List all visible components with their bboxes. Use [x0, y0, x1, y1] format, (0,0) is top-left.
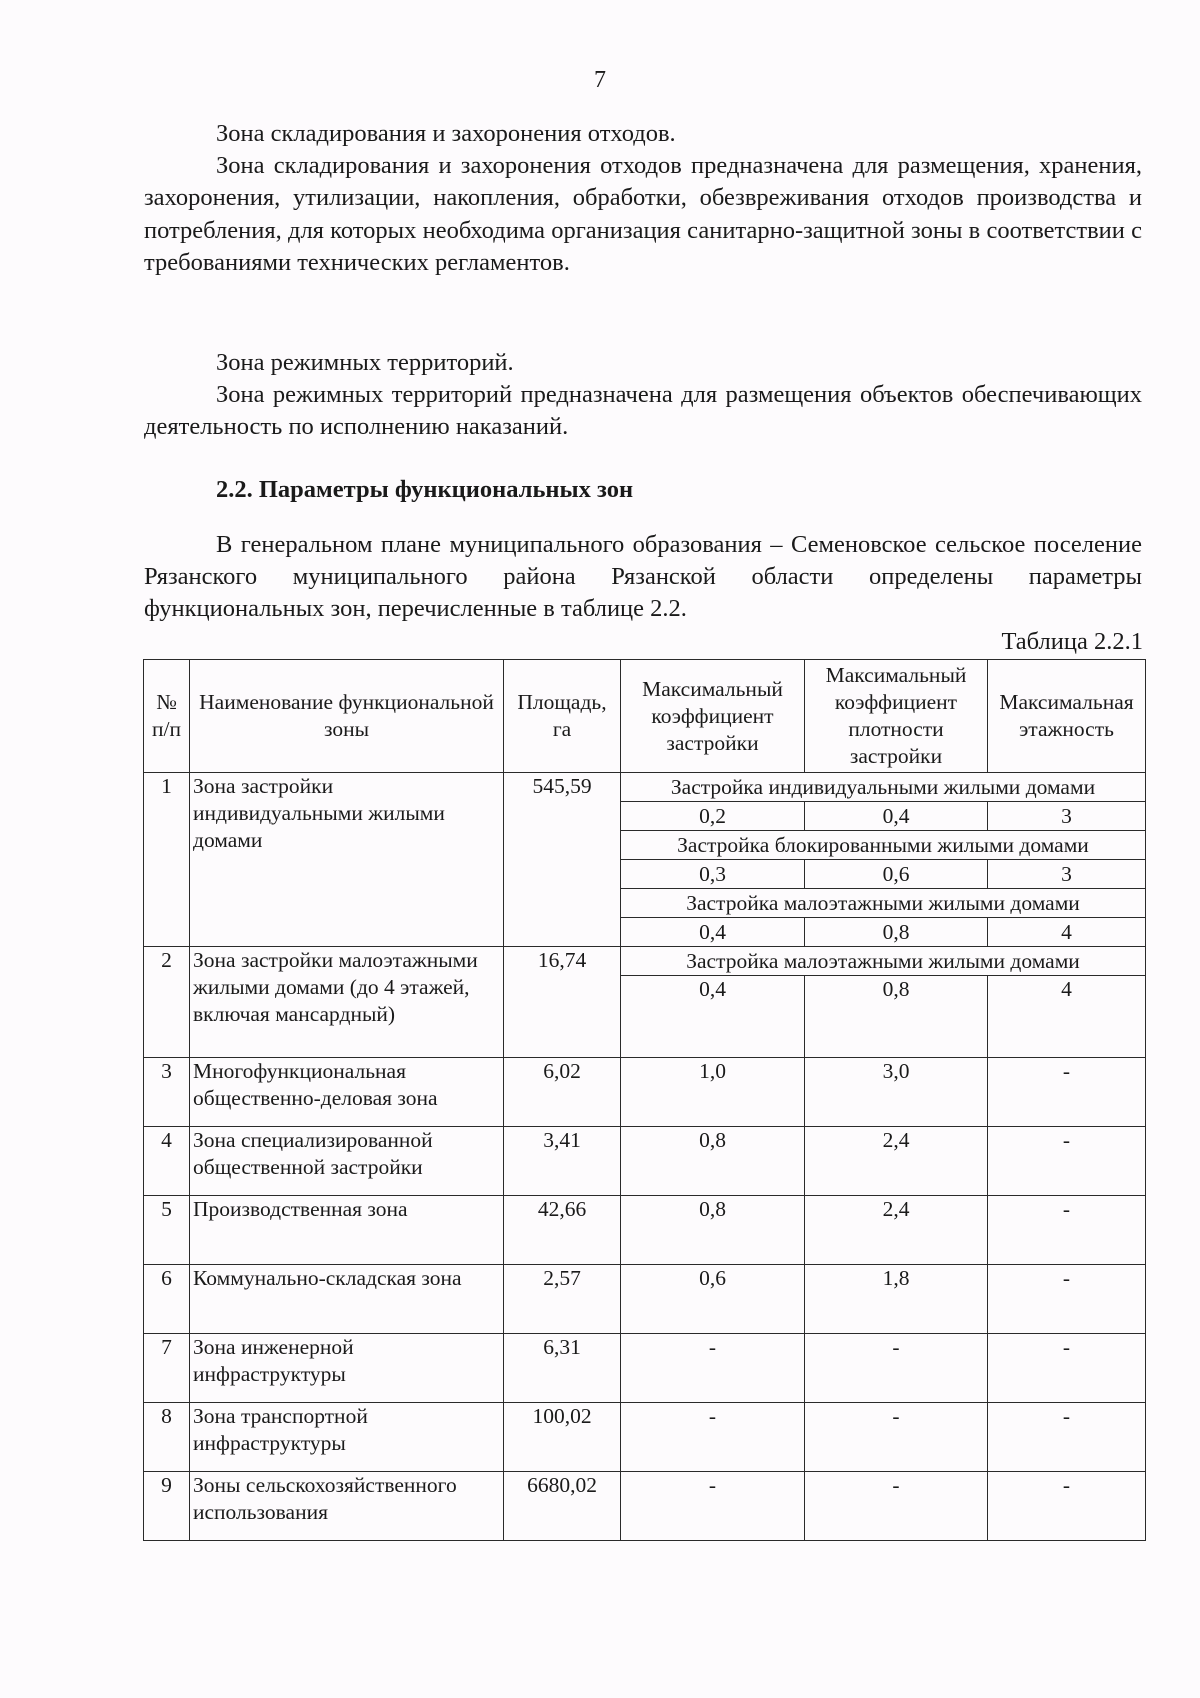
header-name: Наименование функциональной зоны [190, 660, 504, 773]
row-name: Зона застройки малоэтажными жилыми домами (до 4 этажей, включая мансардный) [190, 947, 504, 1058]
row-name: Зоны сельскохозяйственного использования [190, 1472, 504, 1541]
table-row [144, 1472, 1146, 1541]
waste-zone-section [144, 118, 1142, 279]
cell-coef-build: 0,6 [621, 1265, 805, 1334]
cell-floors: 4 [988, 976, 1146, 1058]
row-num: 6 [144, 1265, 190, 1334]
subgroup-label: Застройка индивидуальными жилыми домами [621, 773, 1146, 802]
cell-coef-density: 0,6 [805, 860, 988, 889]
table-row [144, 1058, 1146, 1127]
header-num: № п/п [144, 660, 190, 773]
row-name: Коммунально-складская зона [190, 1265, 504, 1334]
cell-coef-build: - [621, 1403, 805, 1472]
row-num: 7 [144, 1334, 190, 1403]
row-num: 3 [144, 1058, 190, 1127]
row-area: 16,74 [504, 947, 621, 1058]
cell-floors: 3 [988, 802, 1146, 831]
page-number: 7 [594, 67, 606, 93]
regime-zone-section [144, 347, 1142, 444]
cell-coef-density: - [805, 1334, 988, 1403]
cell-coef-build: - [621, 1472, 805, 1541]
row-num: 8 [144, 1403, 190, 1472]
cell-floors: - [988, 1196, 1146, 1265]
row-area: 545,59 [504, 773, 621, 947]
cell-floors: - [988, 1127, 1146, 1196]
cell-coef-density: 0,8 [805, 918, 988, 947]
regime-zone-title: Зона режимных территорий. [216, 349, 514, 376]
cell-coef-density: 2,4 [805, 1127, 988, 1196]
cell-floors: - [988, 1058, 1146, 1127]
cell-floors: 4 [988, 918, 1146, 947]
cell-coef-density: - [805, 1403, 988, 1472]
cell-coef-build: 0,4 [621, 976, 805, 1058]
row-name: Производственная зона [190, 1196, 504, 1265]
cell-coef-build: 0,2 [621, 802, 805, 831]
cell-coef-density: 3,0 [805, 1058, 988, 1127]
table-row [144, 947, 1146, 976]
row-num: 1 [144, 773, 190, 947]
header-floors: Максимальная этажность [988, 660, 1146, 773]
table-row [144, 1196, 1146, 1265]
row-area: 100,02 [504, 1403, 621, 1472]
row-name: Зона специализированной общественной застройки [190, 1127, 504, 1196]
subgroup-label: Застройка малоэтажными жилыми домами [621, 947, 1146, 976]
cell-floors: - [988, 1403, 1146, 1472]
cell-coef-build: - [621, 1334, 805, 1403]
cell-coef-density: 0,8 [805, 976, 988, 1058]
row-num: 9 [144, 1472, 190, 1541]
cell-floors: - [988, 1265, 1146, 1334]
row-name: Зона инженерной инфраструктуры [190, 1334, 504, 1403]
row-name: Зона транспортной инфраструктуры [190, 1403, 504, 1472]
row-name: Зона застройки индивидуальными жилыми домами [190, 773, 504, 947]
intro-paragraph: В генеральном плане муниципального образования – Семеновское сельское поселение Рязанского муниципального района Рязанской области определены параметры функциональных зон, перечисленные в таблице 2.2. [144, 531, 1142, 623]
row-num: 4 [144, 1127, 190, 1196]
waste-zone-paragraph: Зона складирования и захоронения отходов предназначена для размещения, хранения, захоронения, утилизации, накопления, обработки, обезвреживания отходов производства и потребления, для которых необходима организация санитарно-защитной зоны в соответствии с требованиями технических регламентов. [144, 152, 1142, 276]
row-area: 6680,02 [504, 1472, 621, 1541]
row-area: 3,41 [504, 1127, 621, 1196]
row-area: 2,57 [504, 1265, 621, 1334]
cell-coef-density: 2,4 [805, 1196, 988, 1265]
header-area: Площадь, га [504, 660, 621, 773]
section-heading: 2.2. Параметры функциональных зон [216, 476, 634, 503]
zones-table [143, 659, 1146, 1541]
regime-zone-paragraph: Зона режимных территорий предназначена для размещения объектов обеспечивающих деятельность по исполнению наказаний. [144, 381, 1142, 441]
header-coef-build: Максимальный коэффициент застройки [621, 660, 805, 773]
header-coef-density: Максимальный коэффициент плотности застройки [805, 660, 988, 773]
cell-coef-density: - [805, 1472, 988, 1541]
cell-coef-build: 0,8 [621, 1127, 805, 1196]
row-area: 6,02 [504, 1058, 621, 1127]
row-num: 5 [144, 1196, 190, 1265]
cell-coef-build: 1,0 [621, 1058, 805, 1127]
subgroup-label: Застройка малоэтажными жилыми домами [621, 889, 1146, 918]
table-row [144, 1127, 1146, 1196]
table-row [144, 1334, 1146, 1403]
subgroup-label: Застройка блокированными жилыми домами [621, 831, 1146, 860]
cell-coef-density: 1,8 [805, 1265, 988, 1334]
row-name: Многофункциональная общественно-деловая зона [190, 1058, 504, 1127]
table-row [144, 1403, 1146, 1472]
table-caption: Таблица 2.2.1 [1001, 628, 1143, 655]
waste-zone-title: Зона складирования и захоронения отходов. [216, 120, 676, 147]
table-row [144, 1265, 1146, 1334]
cell-floors: - [988, 1334, 1146, 1403]
table-row [144, 773, 1146, 802]
cell-floors: 3 [988, 860, 1146, 889]
row-area: 42,66 [504, 1196, 621, 1265]
table-header-row [144, 660, 1146, 773]
row-area: 6,31 [504, 1334, 621, 1403]
cell-coef-build: 0,8 [621, 1196, 805, 1265]
cell-coef-density: 0,4 [805, 802, 988, 831]
cell-floors: - [988, 1472, 1146, 1541]
intro-section [144, 529, 1142, 626]
cell-coef-build: 0,3 [621, 860, 805, 889]
cell-coef-build: 0,4 [621, 918, 805, 947]
row-num: 2 [144, 947, 190, 1058]
